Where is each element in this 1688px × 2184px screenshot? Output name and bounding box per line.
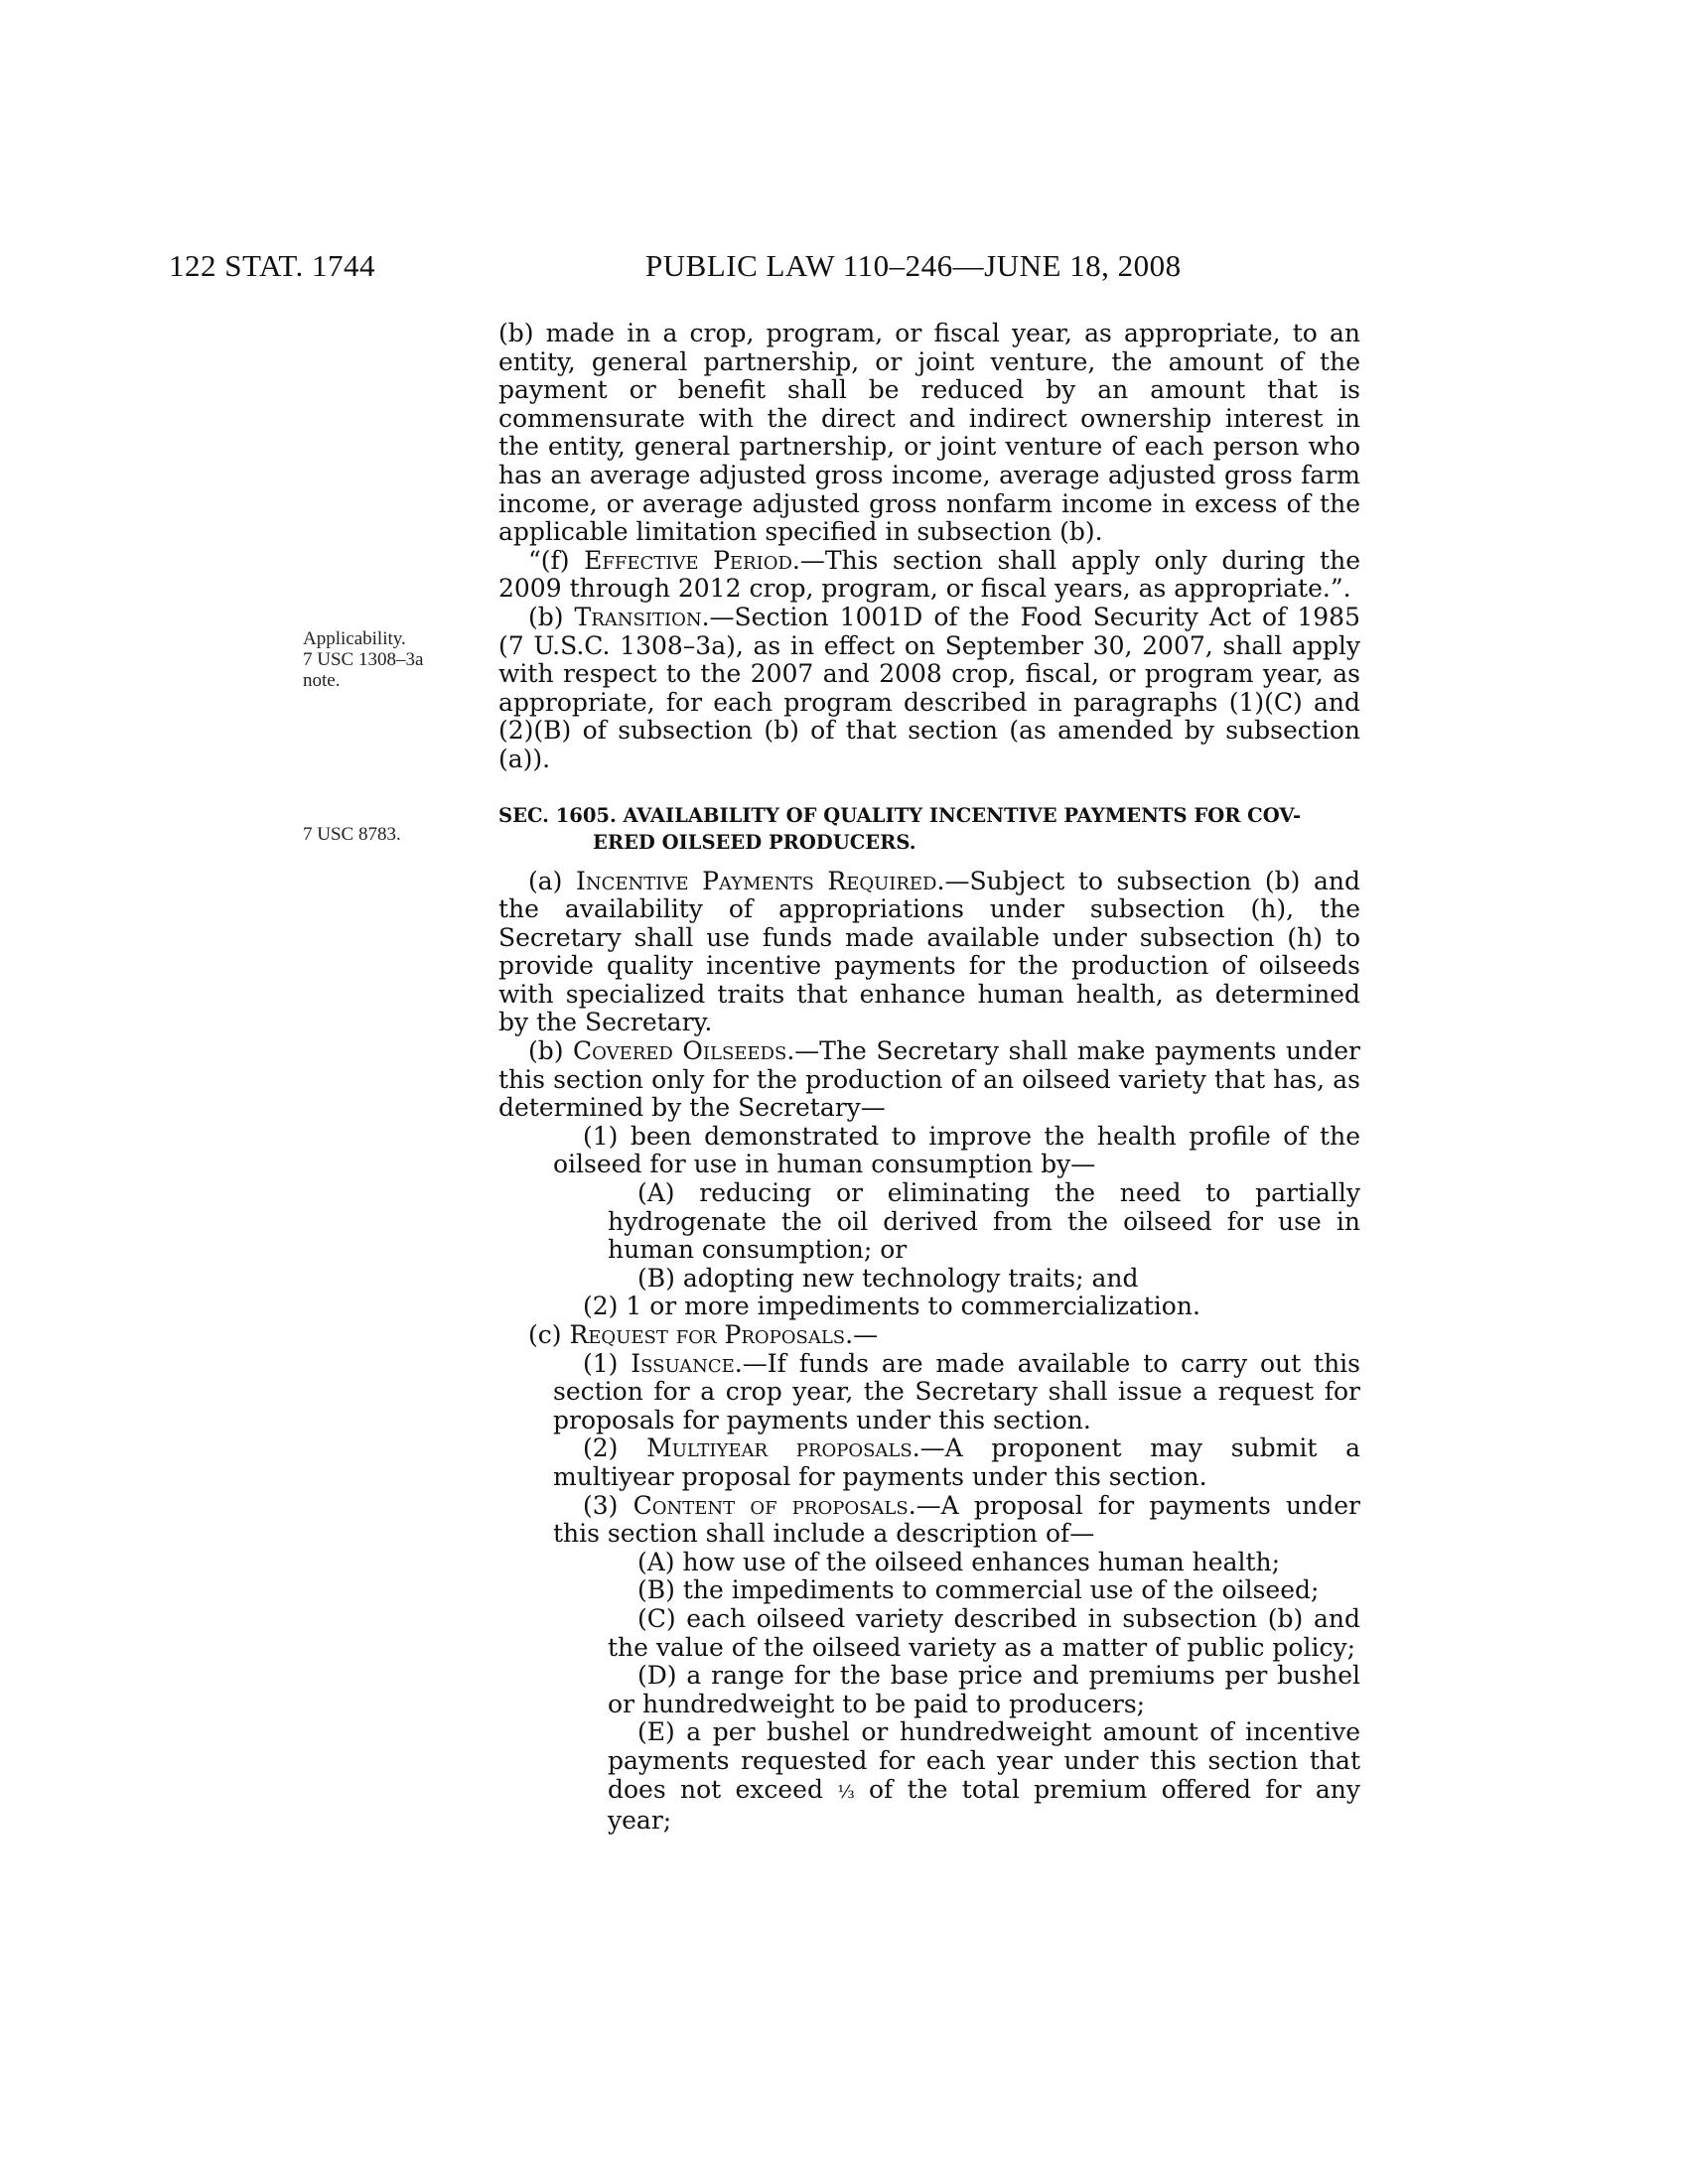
section-heading: Covered Oilseeds [573, 1036, 787, 1066]
paragraph-cE: (E) a per bushel or hundredweight amount of incentive payments requested for each year under this section that does not exceed ⅓ of the total premium offered for any year; [608, 1717, 1360, 1836]
page-title: PUBLIC LAW 110–246—JUNE 18, 2008 [645, 248, 1182, 283]
margin-note-line: note. [303, 670, 341, 691]
section-heading: Issuance [631, 1348, 735, 1378]
paragraph-bA: (A) reducing or eliminating the need to partially hydrogenate the oil derived from the oilseed for use in human consumption; or [608, 1178, 1360, 1265]
fraction: ⅓ [837, 1781, 855, 1803]
paragraph-c3: (3) Content of proposals.—A proposal for payments under this section shall include a description of— [553, 1490, 1360, 1549]
subsection-c: (c) Request for Proposals.— [528, 1320, 879, 1349]
paragraph-b-entity: (b) made in a crop, program, or fiscal year, as appropriate, to an entity, general partnership, or joint venture, the amount of the payment or benefit shall be reduced by an amount that is commensurate with the direct and indirect ownership interest in the entity, general partnership, or joint venture of each person who has an average adjusted gross income, average adjusted gross farm income, or average adjusted gross nonfarm income in excess of the applicable limitation specified in subsection (b). [498, 319, 1360, 547]
section-title: SEC. 1605. AVAILABILITY OF QUALITY INCENTIVE PAYMENTS FOR COV- ERED OILSEED PRODUCERS. [498, 803, 1302, 854]
margin-note-line: Applicability. [303, 628, 406, 649]
paragraph-b1: (1) been demonstrated to improve the health profile of the oilseed for use in human consumption by— [553, 1121, 1360, 1179]
section-heading: Incentive Payments Required [576, 866, 937, 895]
section-heading: Request for Proposals [569, 1320, 846, 1349]
paragraph-c2: (2) Multiyear proposals.—A proponent may submit a multiyear proposal for payments under this section. [553, 1433, 1361, 1491]
margin-note-usc: 7 USC 8783. [303, 824, 401, 845]
paragraph-cB: (B) the impediments to commercial use of the oilseed; [637, 1575, 1320, 1605]
margin-note-applicability [303, 628, 423, 691]
paragraph-cD: (D) a range for the base price and premiums per bushel or hundredweight to be paid to producers; [608, 1661, 1360, 1718]
subsection-a: (a) Incentive Payments Required.—Subject to subsection (b) and the availability of appropriations under subsection (h), the Secretary shall use funds made available under subsection (h) to provide quality incentive payments for the production of oilseeds with specialized traits that enhance human health, as determined by the Secretary. [498, 866, 1361, 1037]
paragraph-b2: (2) 1 or more impediments to commercialization. [583, 1292, 1200, 1321]
paragraph-c1: (1) Issuance.—If funds are made available to carry out this section for a crop year, the Secretary shall issue a request for proposals for payments under this section. [553, 1348, 1361, 1434]
document-body [498, 320, 1360, 1836]
subsection-b: (b) Covered Oilseeds.—The Secretary shall make payments under this section only for the production of an oilseed variety that has, as determined by the Secretary— [498, 1036, 1360, 1123]
margin-note-line: 7 USC 1308–3a [303, 649, 424, 670]
page-reference: 122 STAT. 1744 [169, 248, 376, 283]
paragraph-b-transition: (b) Transition.—Section 1001D of the Food Security Act of 1985 (7 U.S.C. 1308–3a), as in effect on September 30, 2007, shall apply with respect to the 2007 and 2008 crop, fiscal, or program year, as appropriate, for each program described in paragraphs (1)(C) and (2)(B) of subsection (b) of that section (as amended by subsection (a)). [498, 602, 1360, 773]
page-header [169, 248, 1529, 288]
paragraph-cC: (C) each oilseed variety described in subsection (b) and the value of the oilseed variety as a matter of public policy; [608, 1603, 1360, 1662]
section-heading: Content of proposals [633, 1490, 909, 1520]
section-heading: Transition [574, 602, 702, 631]
section-heading: Effective Period [584, 545, 792, 575]
paragraph-f-effective-period: “(f) Effective Period.—This section shall apply only during the 2009 through 2012 crop, program, or fiscal years, as appropriate.”. [498, 545, 1360, 604]
section-heading: Multiyear proposals [646, 1433, 913, 1463]
paragraph-bB: (B) adopting new technology traits; and [637, 1263, 1139, 1293]
paragraph-cA: (A) how use of the oilseed enhances human health; [637, 1547, 1281, 1576]
